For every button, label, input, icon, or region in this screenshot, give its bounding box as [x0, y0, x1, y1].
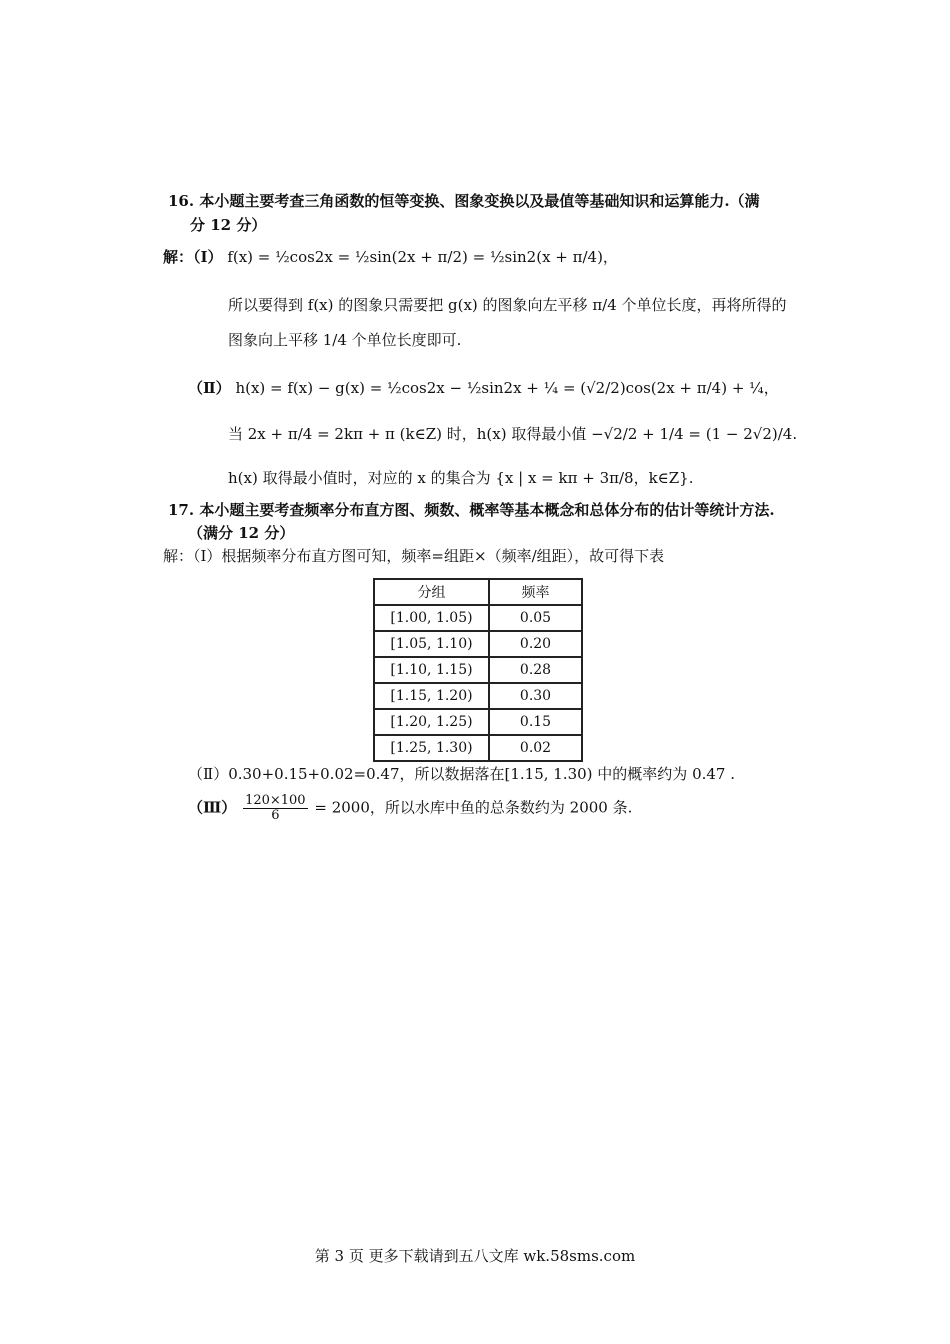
- table-row: [374, 735, 582, 761]
- q17-header-line2: （满分 12 分）: [188, 524, 295, 542]
- table-cell-frequency: 0.20: [489, 631, 582, 657]
- q16-part1-text-a: 所以要得到 f(x) 的图象只需要把 g(x) 的图象向左平移 π/4 个单位长度，再将所得的: [228, 296, 787, 314]
- table-cell-group: [1.25, 1.30): [374, 735, 489, 761]
- table-row: [374, 631, 582, 657]
- table-cell-group: [1.00, 1.05): [374, 605, 489, 631]
- table-cell-frequency: 0.15: [489, 709, 582, 735]
- q16-part2-label: （Ⅱ）: [188, 379, 231, 397]
- q16-part1-text-b: 图象向上平移 1/4 个单位长度即可.: [228, 331, 462, 349]
- q16-part1-equation: f(x) = ½cos2x = ½sin(2x + π/2) = ½sin2(x + π/4)，: [227, 248, 618, 266]
- q16-part1-line: [163, 247, 618, 267]
- q16-solution-label: 解：（Ⅰ）: [163, 248, 223, 266]
- q16-part2-line: [188, 378, 779, 398]
- q17-part3-rest: = 2000，所以水库中鱼的总条数约为 2000 条.: [314, 798, 633, 817]
- q16-part2-equation: h(x) = f(x) − g(x) = ½cos2x − ½sin2x + ¼ = (√2/2)cos(2x + π/4) + ¼，: [235, 379, 779, 397]
- q16-header-line1: 16. 本小题主要考查三角函数的恒等变换、图象变换以及最值等基础知识和运算能力.（满: [168, 192, 760, 210]
- table-cell-group: [1.20, 1.25): [374, 709, 489, 735]
- q17-part3-label: （Ⅲ）: [188, 798, 237, 817]
- table-row: [374, 683, 582, 709]
- q17-part3-fraction: [243, 794, 308, 823]
- q17-part3-denominator: 6: [271, 808, 280, 823]
- table-row: [374, 605, 582, 631]
- q17-solution-line: 解：（Ⅰ）根据频率分布直方图可知，频率=组距×（频率/组距），故可得下表: [163, 547, 665, 565]
- table-header-frequency: 频率: [489, 579, 582, 605]
- table-row: [374, 657, 582, 683]
- table-cell-frequency: 0.05: [489, 605, 582, 631]
- q17-part3-numerator: 120×100: [245, 793, 306, 808]
- q16-part2-minimum: 当 2x + π/4 = 2kπ + π (k∈Z) 时，h(x) 取得最小值 −√2/2 + 1/4 = (1 − 2√2)/4.: [228, 425, 798, 443]
- table-row: [374, 709, 582, 735]
- table-cell-group: [1.15, 1.20): [374, 683, 489, 709]
- frequency-table: [373, 578, 583, 762]
- table-header-group: 分组: [374, 579, 489, 605]
- q16-part2-set: h(x) 取得最小值时，对应的 x 的集合为 {x | x = kπ + 3π/8，k∈Z}.: [228, 469, 694, 487]
- table-cell-frequency: 0.02: [489, 735, 582, 761]
- q17-part3-line: [188, 794, 632, 823]
- q16-header-line2: 分 12 分）: [190, 216, 267, 234]
- q17-header-line1: 17. 本小题主要考查频率分布直方图、频数、概率等基本概念和总体分布的估计等统计方法.: [168, 501, 775, 519]
- table-header-row: [374, 579, 582, 605]
- page-footer: 第 3 页 更多下载请到五八文库 wk.58sms.com: [314, 1247, 636, 1265]
- table-cell-frequency: 0.30: [489, 683, 582, 709]
- q17-part2: （Ⅱ）0.30+0.15+0.02=0.47，所以数据落在[1.15, 1.30) 中的概率约为 0.47 .: [188, 765, 736, 783]
- table-cell-group: [1.10, 1.15): [374, 657, 489, 683]
- table-cell-group: [1.05, 1.10): [374, 631, 489, 657]
- table-cell-frequency: 0.28: [489, 657, 582, 683]
